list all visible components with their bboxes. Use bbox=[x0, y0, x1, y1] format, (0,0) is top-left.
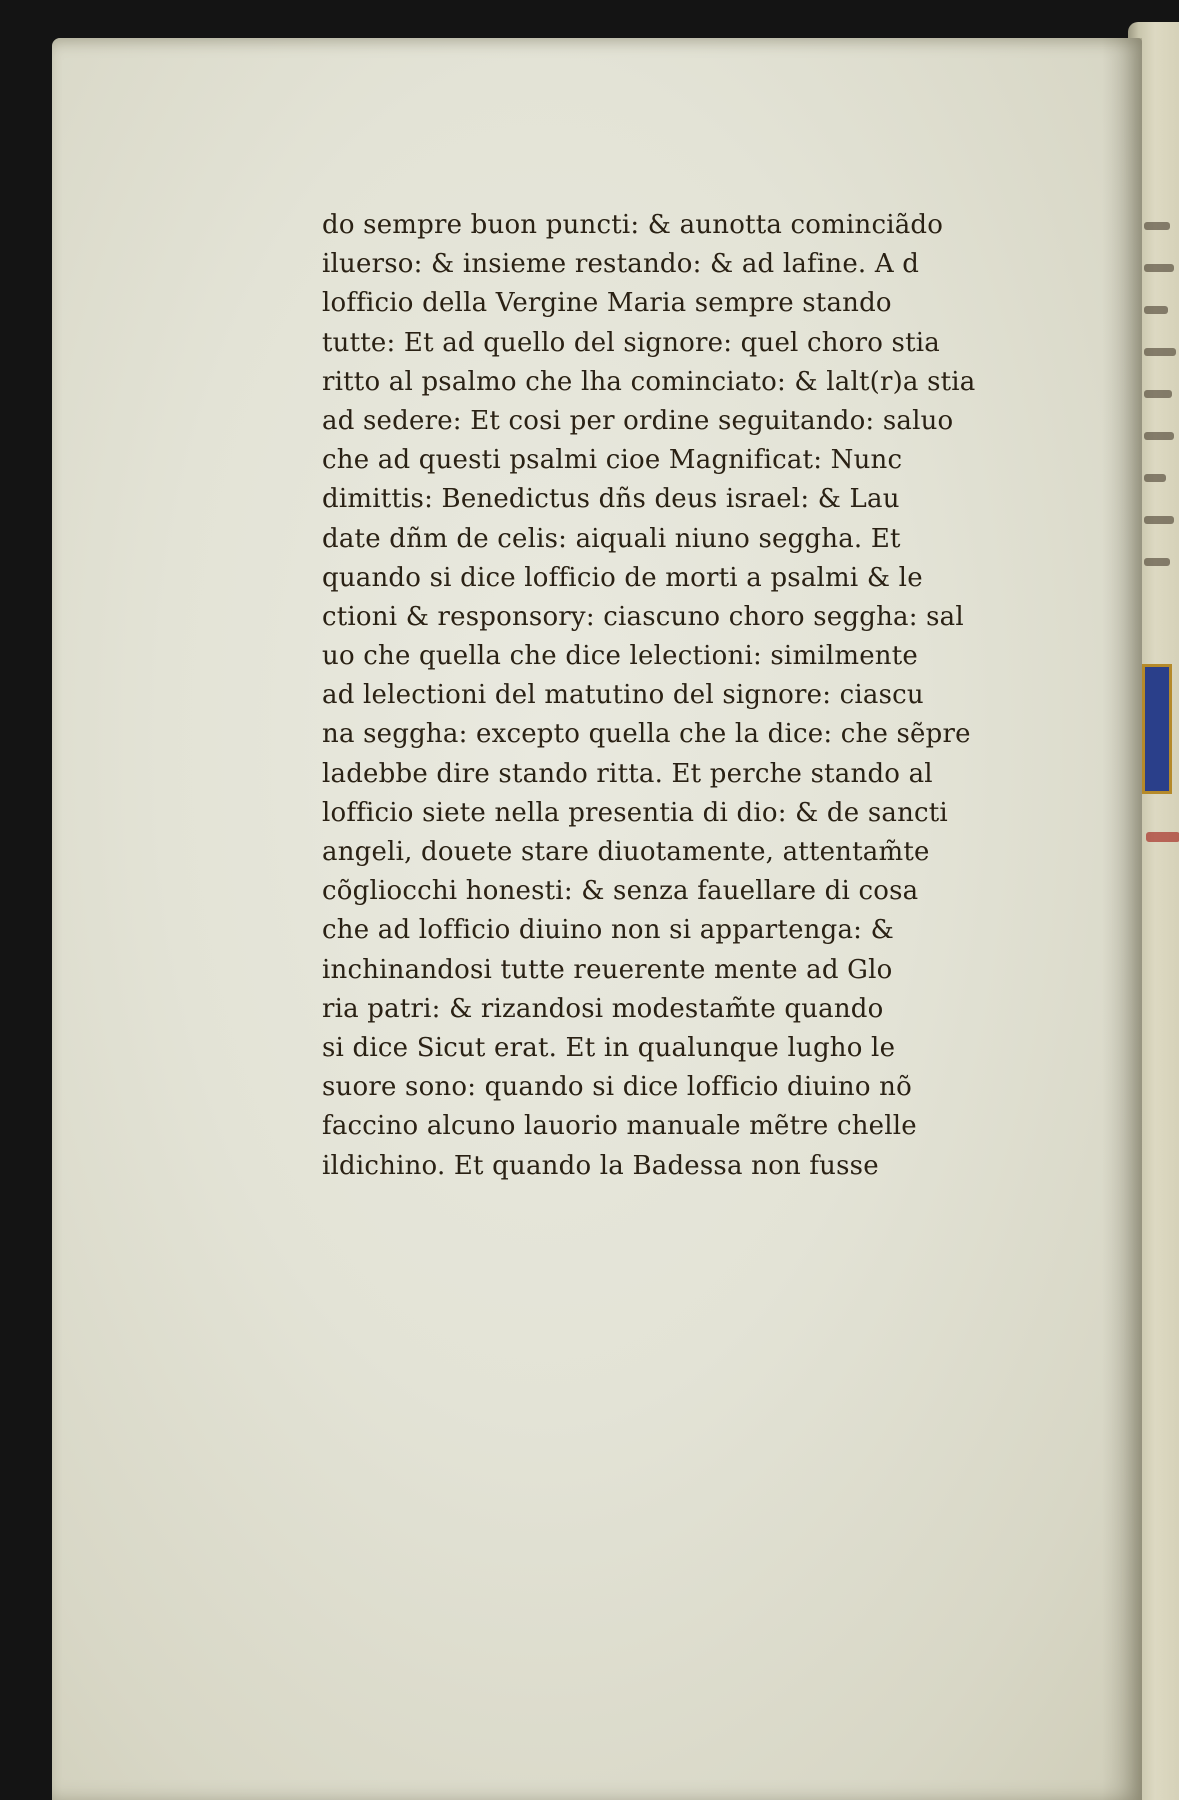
text-fragment bbox=[1144, 348, 1176, 356]
text-fragment bbox=[1144, 432, 1174, 440]
text-line-16: lofficio siete nella presentia di dio: & de sancti bbox=[322, 797, 948, 828]
text-line-18: cõgliocchi honesti: & senza fauellare di cosa bbox=[322, 876, 919, 907]
text-line-19: che ad lofficio diuino non si appartenga: & bbox=[322, 915, 894, 946]
text-line-4: tutte: Et ad quello del signore: quel choro stia bbox=[322, 327, 940, 358]
text-fragment bbox=[1144, 306, 1168, 314]
rubric-mark bbox=[1146, 832, 1179, 842]
text-line-25: ildichino. Et quando la Badessa non fusse bbox=[322, 1150, 879, 1181]
text-line-6: ad sedere: Et cosi per ordine seguitando: saluo bbox=[322, 405, 954, 436]
text-line-3: lofficio della Vergine Maria sempre stando bbox=[322, 288, 892, 319]
gutter-shadow bbox=[1102, 38, 1142, 1800]
text-line-1: do sempre buon puncti: & aunotta cominciãdo bbox=[322, 210, 944, 240]
text-line-12: uo che quella che dice lelectioni: similmente bbox=[322, 641, 918, 672]
text-line-2: iluerso: & insieme restando: & ad lafine. A d bbox=[322, 249, 920, 280]
text-line-24: faccino alcuno lauorio manuale mẽtre chelle bbox=[322, 1111, 917, 1142]
text-line-23: suore sono: quando si dice lofficio diuino nõ bbox=[322, 1072, 912, 1103]
text-fragment bbox=[1144, 516, 1174, 524]
text-line-13: ad lelectioni del matutino del signore: ciascu bbox=[322, 680, 924, 711]
text-line-15: ladebbe dire stando ritta. Et perche stando al bbox=[322, 758, 933, 789]
text-line-7: che ad questi psalmi cioe Magnificat: Nunc bbox=[322, 445, 903, 476]
text-line-8: dimittis: Benedictus dñs deus israel: & Lau bbox=[322, 484, 900, 515]
text-line-11: ctioni & responsory: ciascuno choro seggha: sal bbox=[322, 601, 964, 632]
text-line-21: ria patri: & rizandosi modestam̃te quando bbox=[322, 993, 884, 1024]
text-fragment bbox=[1144, 558, 1170, 566]
adjacent-text-fragments bbox=[1144, 222, 1179, 600]
text-block bbox=[322, 206, 1012, 1186]
text-line-20: inchinandosi tutte reuerente mente ad Glo bbox=[322, 954, 893, 985]
text-line-17: angeli, douete stare diuotamente, attentam̃te bbox=[322, 837, 930, 867]
text-line-22: si dice Sicut erat. Et in qualunque lugho le bbox=[322, 1032, 896, 1063]
illuminated-initial bbox=[1142, 664, 1172, 794]
text-fragment bbox=[1144, 474, 1166, 482]
text-fragment bbox=[1144, 390, 1172, 398]
text-line-14: na seggha: excepto quella che la dice: che sẽpre bbox=[322, 719, 971, 750]
text-fragment bbox=[1144, 264, 1174, 272]
text-line-9: date dñm de celis: aiquali niuno seggha. Et bbox=[322, 523, 901, 554]
text-fragment bbox=[1144, 222, 1170, 230]
text-line-10: quando si dice lofficio de morti a psalmi & le bbox=[322, 562, 923, 593]
text-line-5: ritto al psalmo che lha cominciato: & lalt(r)a stia bbox=[322, 366, 976, 397]
